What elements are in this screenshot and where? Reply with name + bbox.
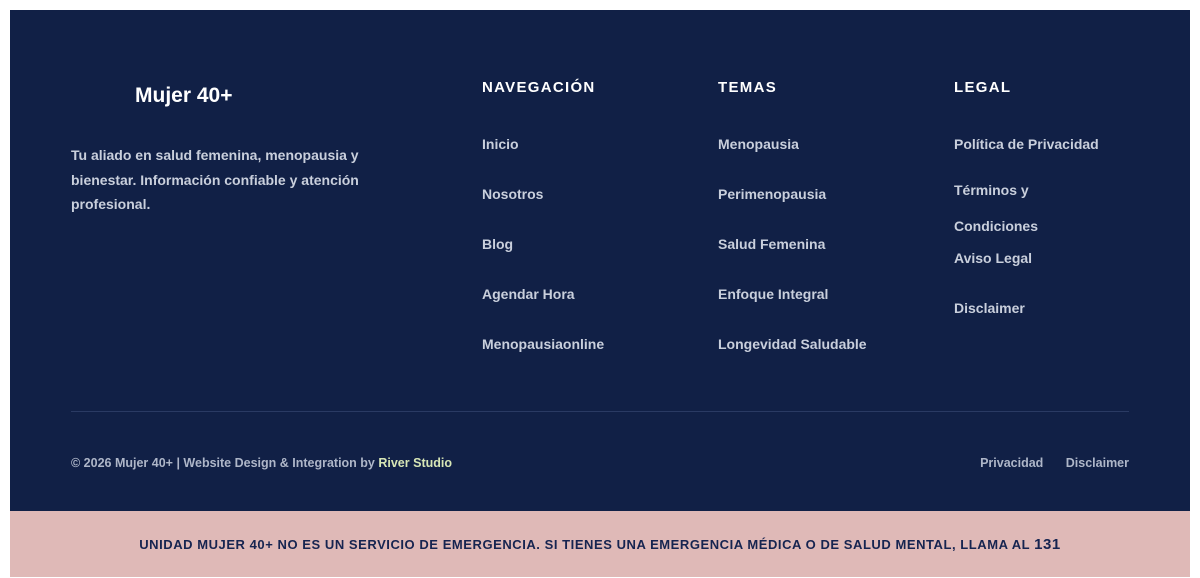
nav-link-agendar-hora[interactable]: Agendar Hora xyxy=(482,286,575,302)
topic-link-perimenopausia[interactable]: Perimenopausia xyxy=(718,186,827,202)
brand-title[interactable]: Mujer 40+ xyxy=(135,84,233,107)
legal-heading: LEGAL xyxy=(954,79,1012,96)
legal-link-disclaimer[interactable]: Disclaimer xyxy=(954,300,1025,316)
topic-link-enfoque-integral[interactable]: Enfoque Integral xyxy=(718,286,829,302)
legal-link-privacidad[interactable]: Política de Privacidad xyxy=(954,136,1099,152)
topic-link-menopausia[interactable]: Menopausia xyxy=(718,136,799,152)
navigation-list xyxy=(482,134,604,384)
topics-heading: TEMAS xyxy=(718,79,777,96)
emergency-number: 131 xyxy=(1034,535,1061,553)
topic-link-salud-femenina[interactable]: Salud Femenina xyxy=(718,236,826,252)
nav-link-nosotros[interactable]: Nosotros xyxy=(482,186,544,202)
legal-list xyxy=(954,134,1154,326)
emergency-message: UNIDAD MUJER 40+ NO ES UN SERVICIO DE EMERGENCIA. SI TIENES UNA EMERGENCIA MÉDICA O DE SALUD MENTAL, LLAMA AL xyxy=(139,536,1035,552)
nav-link-inicio[interactable]: Inicio xyxy=(482,136,519,152)
copyright-text: © 2026 Mujer 40+ | Website Design & Integration by xyxy=(71,456,379,470)
legal-link-terminos[interactable]: Términos y Condiciones xyxy=(954,182,1039,234)
topic-link-longevidad-saludable[interactable]: Longevidad Saludable xyxy=(718,336,867,352)
bottom-link-privacidad[interactable]: Privacidad xyxy=(980,456,1044,470)
emergency-text xyxy=(139,536,1061,553)
river-studio-link[interactable]: River Studio xyxy=(378,456,452,470)
topics-list xyxy=(718,134,867,384)
legal-column xyxy=(954,78,1154,326)
bottom-link-disclaimer[interactable]: Disclaimer xyxy=(1065,456,1129,470)
navigation-column xyxy=(482,78,604,384)
copyright xyxy=(71,454,452,472)
nav-link-blog[interactable]: Blog xyxy=(482,236,514,252)
bottom-links xyxy=(962,454,1129,472)
topics-column xyxy=(718,78,867,384)
brand-description: Tu aliado en salud femenina, menopausia y bienestar. Información confiable y atención profesional. xyxy=(71,147,359,212)
site-footer xyxy=(10,10,1190,511)
nav-link-menopausiaonline[interactable]: Menopausiaonline xyxy=(482,336,605,352)
footer-divider xyxy=(71,411,1129,412)
navigation-heading: NAVEGACIÓN xyxy=(482,79,596,96)
emergency-banner xyxy=(10,511,1190,577)
legal-link-aviso-legal[interactable]: Aviso Legal xyxy=(954,250,1033,266)
